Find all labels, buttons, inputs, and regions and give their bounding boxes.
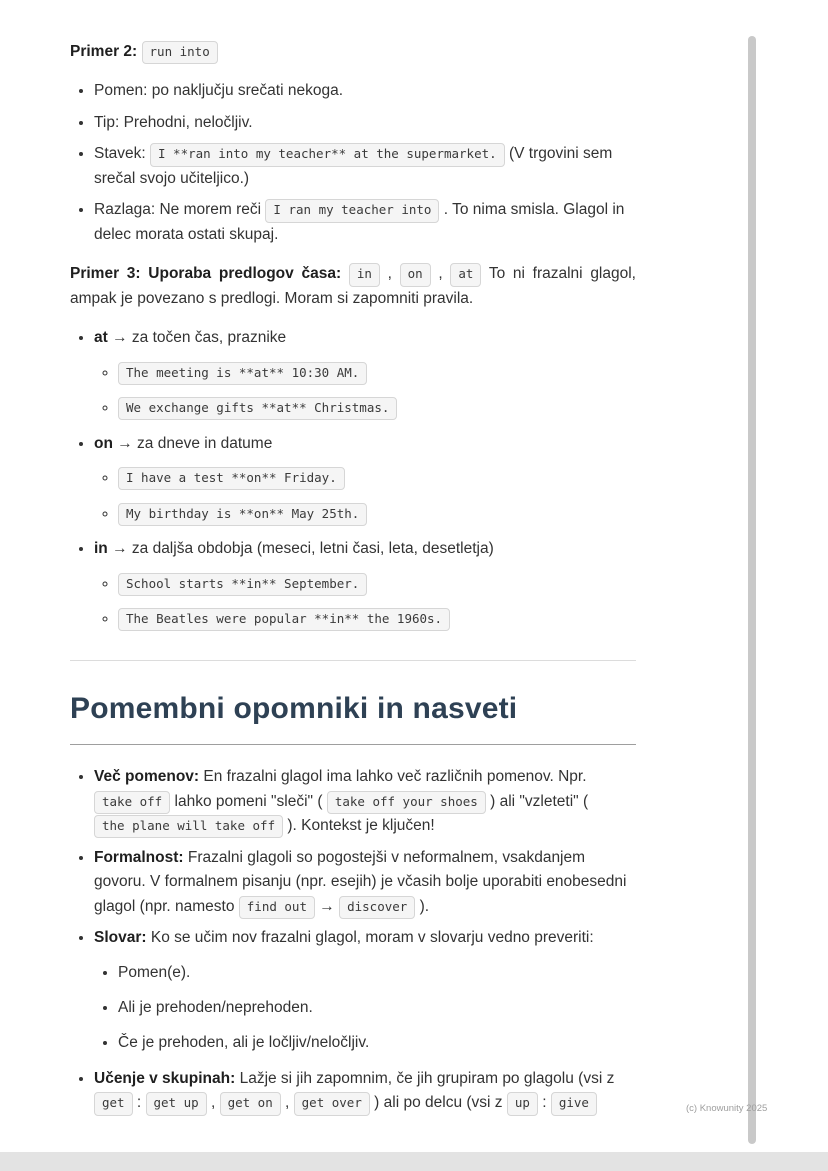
- tips-list: [70, 765, 636, 1116]
- list-item: [118, 361, 636, 385]
- text-run: Pomen: po naključju srečati nekoga.: [94, 82, 344, 100]
- list-item: [118, 607, 636, 631]
- text-run: ,: [280, 1094, 294, 1112]
- text-run: ,: [379, 265, 400, 283]
- inline-code: up: [507, 1092, 538, 1115]
- list-item: [94, 111, 636, 135]
- text-run: Ko se učim nov frazalni glagol, moram v slovarju vedno preveriti:: [146, 929, 594, 947]
- inline-code: The meeting is **at** 10:30 AM.: [118, 362, 367, 385]
- text-run: →: [314, 897, 340, 915]
- text-run: ,: [206, 1094, 220, 1112]
- inline-code: discover: [339, 896, 415, 919]
- section-heading: Pomembni opomniki in nasveti: [70, 685, 636, 745]
- list-item: [94, 765, 636, 838]
- text-run: ) ali "vzleteti" (: [485, 792, 589, 810]
- text-run: → za točen čas, praznike: [107, 329, 287, 347]
- document-content: [70, 40, 636, 1131]
- inline-code: give: [551, 1092, 597, 1115]
- inline-code: take off: [94, 791, 170, 814]
- bold-text: Primer 2:: [70, 43, 142, 60]
- list-item: [118, 502, 636, 526]
- watermark: (c) Knowunity 2025: [686, 1103, 768, 1114]
- text-run: ) ali po delcu (vsi z: [369, 1094, 507, 1112]
- list-item: [118, 1031, 636, 1055]
- inline-code: I **ran into my teacher** at the supermarket.: [150, 143, 505, 166]
- inline-code: take off your shoes: [327, 791, 486, 814]
- inline-code: run into: [142, 41, 218, 64]
- bold-text: Primer 3: Uporaba predlogov časa:: [70, 265, 349, 283]
- nested-bullet-list: [94, 361, 636, 421]
- text-run: Če je prehoden, ali je ločljiv/neločljiv.: [118, 1034, 370, 1052]
- list-item: [118, 466, 636, 490]
- text-run: :: [132, 1094, 146, 1112]
- inline-code: We exchange gifts **at** Christmas.: [118, 397, 397, 420]
- bold-text: on: [94, 434, 113, 452]
- text-run: Razlaga: Ne morem reči: [94, 201, 266, 219]
- inline-code: on: [400, 263, 431, 286]
- inline-code: I have a test **on** Friday.: [118, 467, 345, 490]
- inline-code: in: [349, 263, 380, 286]
- list-item: [94, 846, 636, 919]
- list-item: [94, 926, 636, 1056]
- inline-code: the plane will take off: [94, 815, 283, 838]
- nested-bullet-list: [94, 961, 636, 1056]
- inline-code: School starts **in** September.: [118, 573, 367, 596]
- list-item: [94, 537, 636, 631]
- section-divider: [70, 660, 636, 661]
- bold-text: Formalnost:: [94, 848, 184, 866]
- list-item: [118, 572, 636, 596]
- list-item: [94, 1067, 636, 1116]
- primer-3-heading: [70, 262, 636, 311]
- inline-code: get up: [146, 1092, 207, 1115]
- inline-code: I ran my teacher into: [265, 199, 439, 222]
- inline-code: find out: [239, 896, 315, 919]
- text-run: → za dneve in datume: [112, 434, 273, 452]
- text-run: ).: [415, 897, 430, 915]
- text-run: Ali je prehoden/neprehoden.: [118, 998, 313, 1016]
- primer-2-list: [70, 79, 636, 247]
- list-item: [94, 198, 636, 247]
- text-run: To ni frazalni glagol, ampak je povezano s predlogi. Moram si zapomniti pravila.: [70, 265, 636, 307]
- text-run: En frazalni glagol ima lahko več različnih pomenov. Npr.: [199, 768, 587, 786]
- list-item: [118, 961, 636, 985]
- text-run: ,: [430, 265, 451, 283]
- text-run: (V trgovini sem srečal svojo učiteljico.): [94, 145, 613, 187]
- list-item: [118, 396, 636, 420]
- text-run: ). Kontekst je ključen!: [283, 817, 435, 835]
- inline-code: at: [450, 263, 481, 286]
- text-run: Tip: Prehodni, neločljiv.: [94, 113, 253, 131]
- page-boundary-gap: [0, 1152, 828, 1171]
- text-run: lahko pomeni "sleči" (: [170, 792, 327, 810]
- text-run: :: [537, 1094, 551, 1112]
- bold-text: Učenje v skupinah:: [94, 1069, 236, 1087]
- inline-code: My birthday is **on** May 25th.: [118, 503, 367, 526]
- bold-text: Slovar:: [94, 929, 147, 947]
- text-run: Lažje si jih zapomnim, če jih grupiram po glagolu (vsi z: [235, 1069, 615, 1087]
- nested-bullet-list: [94, 572, 636, 632]
- vertical-scrollbar-thumb[interactable]: [748, 36, 756, 1144]
- nested-bullet-list: [94, 466, 636, 526]
- text-run: Stavek:: [94, 145, 150, 163]
- prepositions-list: [70, 326, 636, 631]
- bold-text: in: [94, 540, 108, 558]
- inline-code: The Beatles were popular **in** the 1960s.: [118, 608, 450, 631]
- bold-text: at: [94, 329, 108, 347]
- list-item: [94, 142, 636, 191]
- list-item: [94, 432, 636, 526]
- text-run: Pomen(e).: [118, 963, 191, 981]
- text-run: . To nima smisla. Glagol in delec morata ostati skupaj.: [94, 201, 625, 243]
- primer-2-heading: [70, 40, 636, 64]
- list-item: [94, 326, 636, 420]
- inline-code: get over: [294, 1092, 370, 1115]
- text-run: → za daljša obdobja (meseci, letni časi, leta, desetletja): [107, 540, 494, 558]
- inline-code: get: [94, 1092, 133, 1115]
- list-item: [118, 996, 636, 1020]
- inline-code: get on: [220, 1092, 281, 1115]
- text-run: Frazalni glagoli so pogostejši v neformalnem, vsakdanjem govoru. V formalnem pisanju (npr. esejih) je včasih bolje uporabiti enobesedni glagol (npr. namesto: [94, 848, 627, 915]
- list-item: [94, 79, 636, 103]
- bold-text: Več pomenov:: [94, 768, 200, 786]
